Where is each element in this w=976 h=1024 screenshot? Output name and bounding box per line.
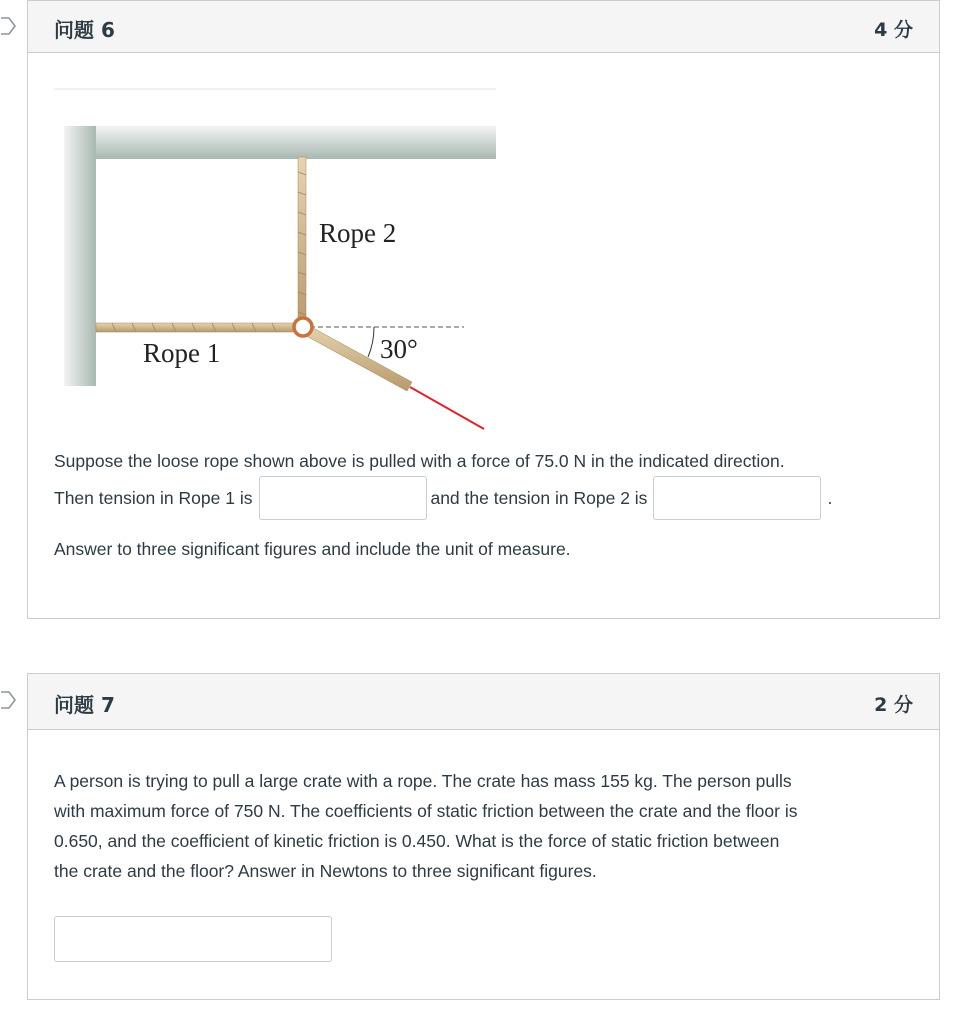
- wall: [64, 126, 96, 386]
- answer-row-middle: and the tension in Rope 2 is: [430, 488, 648, 508]
- angle-label: 30°: [380, 334, 418, 364]
- answer-row-prefix: Then tension in Rope 1 is: [54, 488, 253, 508]
- rope-1-tension-input[interactable]: [259, 476, 427, 520]
- question-title: 问题 6: [54, 18, 115, 42]
- question-line-1: Suppose the loose rope shown above is pulled with a force of 75.0 N in the indicated direction.: [54, 451, 785, 471]
- question-points: 4 分: [874, 19, 913, 41]
- angle-arc: [368, 327, 374, 357]
- answer-row-suffix: .: [827, 488, 833, 508]
- question-text: [54, 446, 785, 476]
- force-direction-line: [410, 387, 484, 429]
- rope-1-label: Rope 1: [143, 338, 221, 368]
- question-7: [27, 673, 940, 1000]
- question-paragraph-line: the crate and the floor? Answer in Newtons to three significant figures.: [54, 861, 597, 881]
- question-header: [28, 1, 939, 53]
- question-title: 问题 7: [54, 693, 115, 717]
- bookmark-flag-icon[interactable]: [0, 17, 16, 35]
- rope-2-tension-input[interactable]: [653, 476, 821, 520]
- knot-ring: [294, 318, 312, 336]
- ceiling: [64, 126, 496, 159]
- question-body: [28, 730, 939, 962]
- question-paragraph-line: 0.650, and the coefficient of kinetic friction is 0.450. What is the force of static friction between: [54, 831, 780, 851]
- question-6: [27, 0, 940, 619]
- rope-2: [298, 157, 306, 329]
- question-points: 2 分: [874, 694, 913, 716]
- rope-1: [96, 323, 299, 332]
- static-friction-input[interactable]: [54, 916, 332, 962]
- question-line-3: Answer to three significant figures and include the unit of measure.: [54, 539, 571, 559]
- question-header: [28, 674, 939, 730]
- rope-2-label: Rope 2: [319, 218, 397, 248]
- question-paragraph-line: with maximum force of 750 N. The coefficients of static friction between the crate and the floor is: [54, 801, 798, 821]
- bookmark-flag-icon[interactable]: [0, 691, 16, 709]
- answer-row: [54, 474, 832, 522]
- question-paragraph-line: A person is trying to pull a large crate with a rope. The crate has mass 155 kg. The person pulls: [54, 771, 792, 791]
- rope-diagram: [52, 87, 512, 432]
